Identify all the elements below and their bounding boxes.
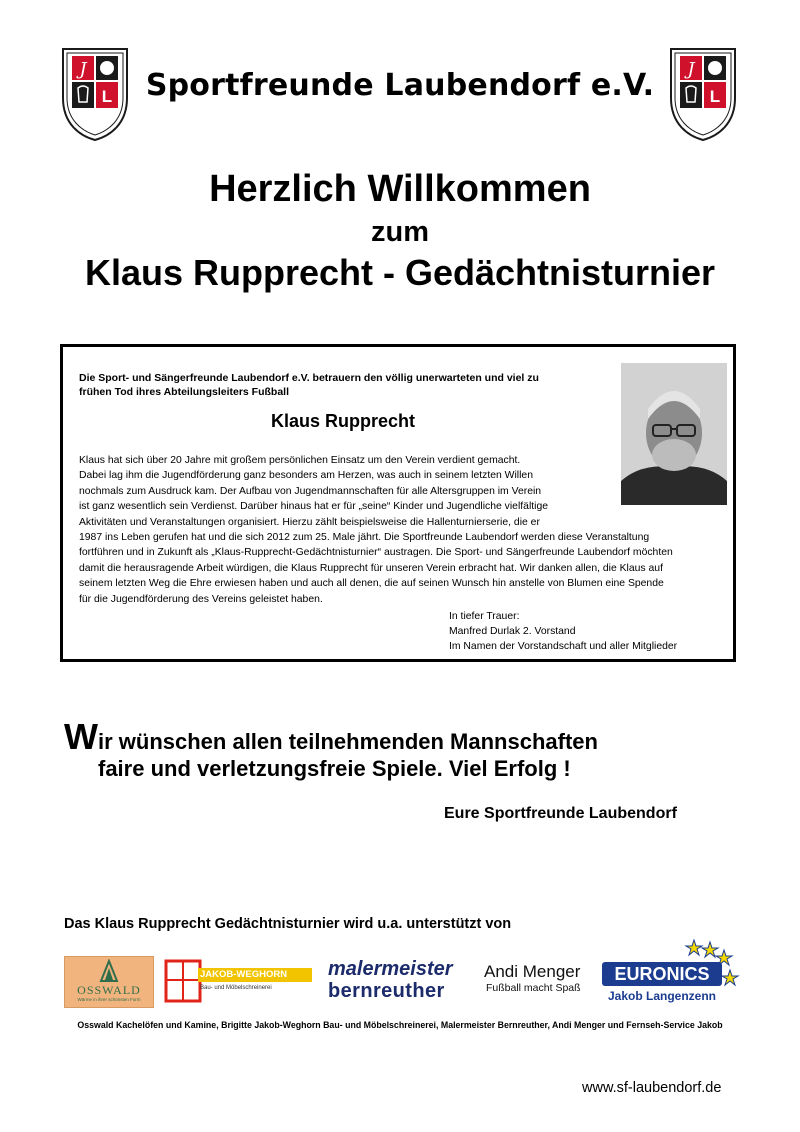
osswald-name: OSSWALD — [77, 983, 141, 997]
wish-initial: W — [64, 716, 98, 757]
osswald-logo — [64, 956, 154, 1008]
euronics-logo — [600, 938, 740, 1008]
wish-line-1-text: ir wünschen allen teilnehmenden Mannschaften — [97, 729, 598, 754]
memorial-signature — [449, 609, 677, 654]
signature-line: Im Namen der Vorstandschaft und aller Mitglieder — [449, 641, 678, 652]
portrait-photo — [621, 363, 727, 505]
malermeister-logo — [328, 958, 468, 1004]
signature-line: In tiefer Trauer: — [449, 611, 520, 622]
jakob-tagline: Bau- und Möbelschreinerei — [200, 985, 272, 991]
memorial-body-line: Dabei lag ihm die Jugendförderung ganz besonders am Herzen, was auch in seinem letzten Willen — [79, 470, 533, 482]
memorial-body-line: Klaus hat sich über 20 Jahre mit großem persönlichen Einsatz um den Verein verdient gemacht. — [79, 455, 521, 466]
crest-letter-left: L — [101, 87, 113, 106]
euronics-sub: Jakob Langenzenn — [607, 989, 717, 1003]
memorial-body-line: seinem letzten Weg die Ehre erwiesen haben und auch all denen, die auf seinen Wunsch hin anstelle von Blumen eine Spende — [79, 578, 664, 590]
signature-line: Manfred Durlak 2. Vorstand — [449, 626, 576, 637]
flame-icon — [65, 959, 153, 985]
zum-heading: zum — [371, 216, 429, 248]
jakob-name: JAKOB-WEGHORN — [200, 969, 288, 980]
sponsor-heading: Das Klaus Rupprecht Gedächtnisturnier wird u.a. unterstützt von — [64, 916, 512, 932]
menger-name: Andi Menger — [484, 962, 581, 981]
wish-line-1 — [64, 716, 598, 758]
andi-menger-logo — [484, 962, 594, 1002]
memorial-body-line: damit die herausragende Arbeit würdigen, die Klaus Rupprecht für unseren Verein erbracht hat. Wir danken allen, die Klaus auf — [79, 562, 663, 574]
memorial-intro-line: Die Sport- und Sängerfreunde Laubendorf e.V. betrauern den völlig unerwarteten und viel zu — [79, 372, 539, 384]
tournament-heading: Klaus Rupprecht - Gedächtnisturnier — [84, 252, 716, 293]
memorial-body-line: für die Jugendförderung des Vereins geleistet haben. — [79, 593, 323, 605]
club-name: Sportfreunde Laubendorf e.V. — [145, 68, 655, 103]
welcome-heading: Herzlich Willkommen — [209, 168, 591, 210]
svg-text:J: J — [687, 59, 695, 80]
svg-text:J: J — [79, 59, 87, 80]
memorial-body-line: nochmals zum Ausdruck kam. Der Aufbau von Jugendmannschaften für alle Altersgruppen im Verein — [79, 485, 542, 497]
memorial-body-line: 1987 ins Leben gerufen hat und die sich 2012 zum 25. Male jährt. Die Sportfreunde Laubendorf werden diese Veranstaltung — [79, 531, 650, 543]
menger-tagline: Fußball macht Spaß — [486, 982, 581, 994]
website-link[interactable]: www.sf-laubendorf.de — [582, 1080, 722, 1096]
memorial-intro-line: frühen Tod ihres Abteilungsleiters Fußball — [79, 386, 290, 398]
osswald-tagline: Wärme in ihrer schönsten Form — [77, 997, 141, 1002]
memorial-intro — [79, 371, 599, 399]
maler-line-1: malermeister — [328, 958, 453, 980]
memorial-box — [60, 344, 736, 662]
memorial-name: Klaus Rupprecht — [270, 411, 416, 431]
maler-line-2: bernreuther — [328, 980, 445, 1002]
sponsor-list: Osswald Kachelöfen und Kamine, Brigitte Jakob-Weghorn Bau- und Möbelschreinerei, Malermeister Bernreuther, Andi Menger und Fernseh-Service Jakob — [77, 1020, 723, 1030]
memorial-body-line: Aktivitäten und Veranstaltungen organisiert. Hierzu zählt beispielsweise die Hallenturnierserie, die er — [79, 516, 540, 528]
memorial-body-line: ist ganz wesentlich sein Verdienst. Darüber hinaus hat er für „seine“ Kinder und Jugendliche vielfältige — [79, 501, 548, 513]
memorial-body-line: fortführen und in Zukunft als „Klaus-Rupprecht-Gedächtnisturnier“ austragen. Die Sport- und Sängerfreunde Laubendorf möchten — [79, 547, 673, 559]
crest-letter-right: L — [709, 87, 721, 106]
jakob-weghorn-logo — [164, 958, 314, 1004]
closing-signature: Eure Sportfreunde Laubendorf — [444, 805, 677, 822]
wish-line-2: faire und verletzungsfreie Spiele. Viel Erfolg ! — [98, 756, 571, 781]
euronics-name: EURONICS — [614, 964, 710, 984]
